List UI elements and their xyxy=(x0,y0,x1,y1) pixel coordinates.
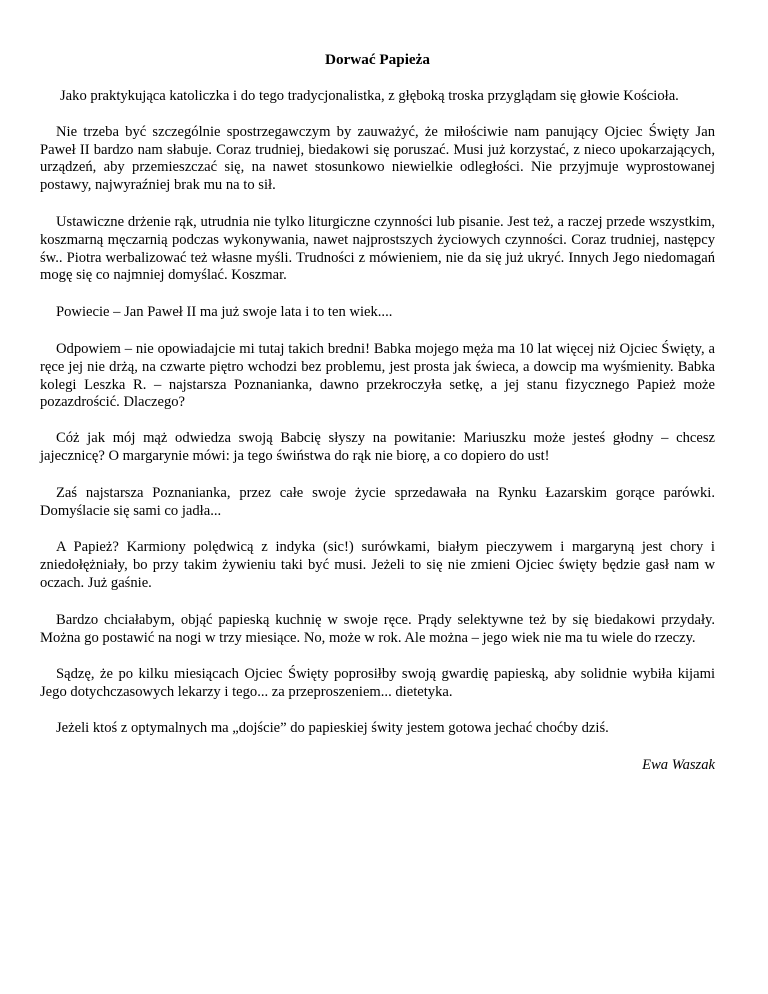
document-title: Dorwać Papieża xyxy=(324,51,430,68)
author-signature: Ewa Waszak xyxy=(642,756,715,773)
paragraph-6: Cóż jak mój mąż odwiedza swoją Babcię słyszy na powitanie: Mariuszku może jesteś głodny – chcesz jajecznicę? O margarynie mówi: ja tego świństwa do rąk nie biorę, a co dopiero do ust! xyxy=(40,430,715,464)
paragraph-11: Jeżeli ktoś z optymalnych ma „dojście” do papieskiej świty jestem gotowa jechać choćby dziś. xyxy=(56,719,609,736)
paragraph-3: Ustawiczne drżenie rąk, utrudnia nie tylko liturgiczne czynności lub pisanie. Jest też, a raczej przede wszystkim, koszmarną męczarnią podczas wykonywania, nawet najprostszych życiowych czynności. Coraz trudniej, następcy św.. Piotra werbalizować też własne myśli. Trudności z mówieniem, nie da się już ukryć. Innych Jego niedomagań mogę się co najmniej domyślać. Koszmar. xyxy=(40,213,715,284)
paragraph-9: Bardzo chciałabym, objąć papieską kuchnię w swoje ręce. Prądy selektywne też by się biedakowi przydały. Można go postawić na nogi w trzy miesiące. No, może w rok. Ale można – jego wiek nie ma tu wiele do rzeczy. xyxy=(40,611,715,646)
paragraph-7: Zaś najstarsza Poznanianka, przez całe swoje życie sprzedawała na Rynku Łazarskim gorące parówki. Domyślacie się sami co jadła... xyxy=(40,484,715,519)
paragraph-8: A Papież? Karmiony polędwicą z indyka (sic!) surówkami, białym pieczywem i margaryną jest chory i zniedołężniały, bo przy takim żywieniu taki być musi. Jeżeli to się nie zmieni Ojciec święty będzie gasł nam w oczach. Już gaśnie. xyxy=(40,539,715,591)
paragraph-4: Powiecie – Jan Paweł II ma już swoje lata i to ten wiek.... xyxy=(56,304,393,321)
document-page xyxy=(40,0,715,775)
paragraph-2: Nie trzeba być szczególnie spostrzegawczym by zauważyć, że miłościwie nam panujący Ojciec Święty Jan Paweł II bardzo nam słabuje. Coraz trudniej, biedakowi się poruszać. Musi już korzystać, z nieco upokarzających, urządzeń, aby przemieszczać się, na nawet stosunkowo niewielkie odległości. Nie przyjmuje wyprostowanej postawy, najwyraźniej brak mu na to sił. xyxy=(40,123,715,194)
paragraph-5: Odpowiem – nie opowiadajcie mi tutaj takich bredni! Babka mojego męża ma 10 lat więcej niż Ojciec Święty, a ręce jej nie drżą, na czwarte piętro wchodzi bez problemu, jest prosta jak świeca, a dowcip ma wyśmienity. Babka kolegi Leszka R. – najstarsza Poznanianka, dawno przekroczyła setkę, a jej stanu fizycznego Papież może pozazdrościć. Dlaczego? xyxy=(40,340,715,411)
paragraph-1: Jako praktykująca katoliczka i do tego tradycjonalistka, z głęboką troska przyglądam się głowie Kościoła. xyxy=(60,88,679,104)
paragraph-10: Sądzę, że po kilku miesiącach Ojciec Święty poprosiłby swoją gwardię papieską, aby solidnie wybiła kijami Jego dotychczasowych lekarzy i tego... za przeproszeniem... dietetyka. xyxy=(40,666,715,701)
